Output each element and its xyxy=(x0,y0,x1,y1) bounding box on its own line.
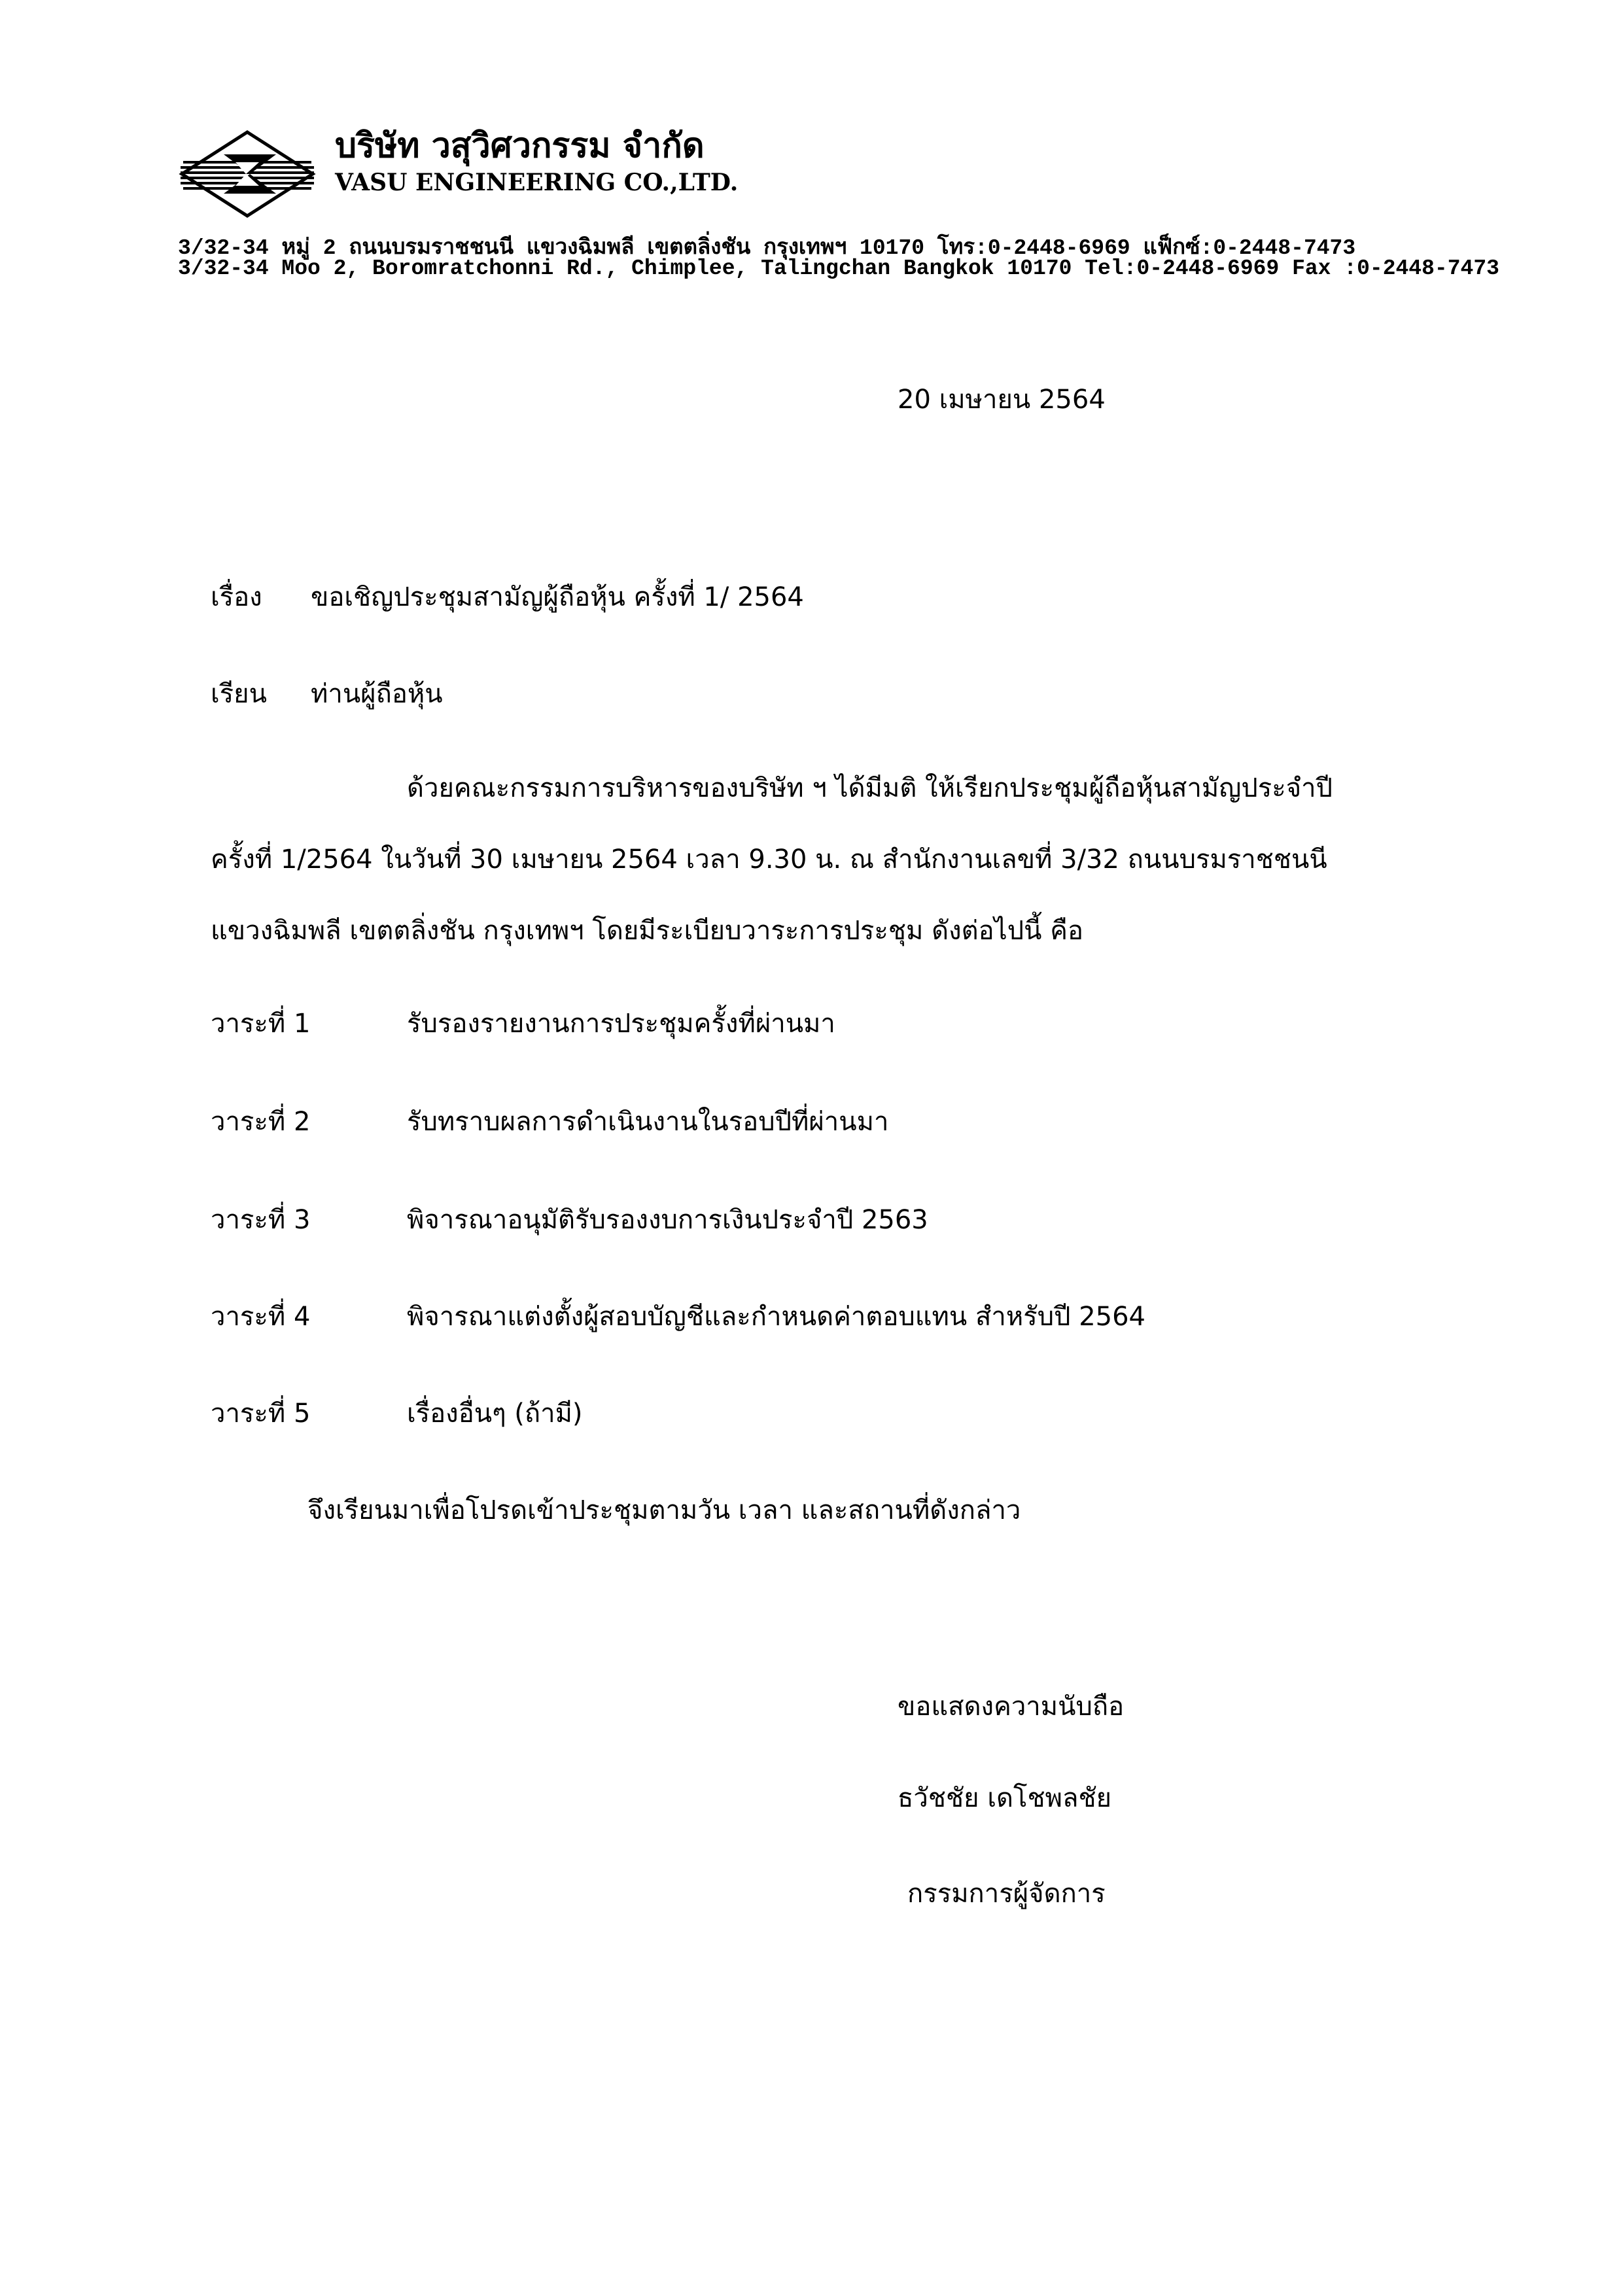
agenda-item-label: วาระที่ 1 xyxy=(211,1009,311,1039)
closing-sentence: จึงเรียนมาเพื่อโปรดเข้าประชุมตามวัน เวลา และสถานที่ดังกล่าว xyxy=(307,1495,1021,1525)
company-name-english: VASU ENGINEERING CO.,LTD. xyxy=(335,169,739,196)
agenda-item-text: เรื่องอื่นๆ (ถ้ามี) xyxy=(407,1399,583,1429)
agenda-item-label: วาระที่ 4 xyxy=(211,1302,311,1332)
address-english: 3/32-34 Moo 2, Boromratchonni Rd., Chimplee, Talingchan Bangkok 10170 Tel:0-2448-6969 Fax :0-2448-7473 xyxy=(178,256,1499,281)
body-paragraph-line: ด้วยคณะกรรมการบริหารของบริษัท ฯ ได้มีมติ ให้เรียกประชุมผู้ถือหุ้นสามัญประจำปี xyxy=(407,773,1333,803)
address-thai: 3/32-34 หมู่ 2 ถนนบรมราชชนนี แขวงฉิมพลี เขตตลิ่งชัน กรุงเทพฯ 10170 โทร:0-2448-6969 แฟ็กซ์:0-2448-7473 xyxy=(178,236,1356,260)
letter-date: 20 เมษายน 2564 xyxy=(898,385,1106,415)
company-logo-icon xyxy=(178,128,317,220)
agenda-item-label: วาระที่ 5 xyxy=(211,1399,311,1429)
company-name-thai: บริษัท วสุวิศวกรรม จำกัด xyxy=(335,126,705,165)
recipient-text: ท่านผู้ถือหุ้น xyxy=(311,679,443,709)
agenda-item-text: รับทราบผลการดำเนินงานในรอบปีที่ผ่านมา xyxy=(407,1107,889,1137)
agenda-item-text: รับรองรายงานการประชุมครั้งที่ผ่านมา xyxy=(407,1009,835,1039)
body-paragraph-line: ครั้งที่ 1/2564 ในวันที่ 30 เมษายน 2564 เวลา 9.30 น. ณ สำนักงานเลขที่ 3/32 ถนนบรมราชชนนี xyxy=(211,844,1327,875)
recipient-label: เรียน xyxy=(211,679,267,709)
signature-regards: ขอแสดงความนับถือ xyxy=(898,1692,1125,1722)
agenda-item-text: พิจารณาแต่งตั้งผู้สอบบัญชีและกำหนดค่าตอบแทน สำหรับปี 2564 xyxy=(407,1302,1145,1332)
subject-label: เรื่อง xyxy=(211,582,262,612)
subject-text: ขอเชิญประชุมสามัญผู้ถือหุ้น ครั้งที่ 1/ 2564 xyxy=(311,582,804,612)
signatory-title: กรรมการผู้จัดการ xyxy=(907,1879,1106,1909)
agenda-item-label: วาระที่ 3 xyxy=(211,1205,311,1235)
body-paragraph-line: แขวงฉิมพลี เขตตลิ่งชัน กรุงเทพฯ โดยมีระเบียบวาระการประชุม ดังต่อไปนี้ คือ xyxy=(211,916,1083,946)
signatory-name: ธวัชชัย เดโชพลชัย xyxy=(898,1783,1112,1813)
agenda-item-text: พิจารณาอนุมัติรับรองงบการเงินประจำปี 2563 xyxy=(407,1205,928,1235)
agenda-item-label: วาระที่ 2 xyxy=(211,1107,311,1137)
